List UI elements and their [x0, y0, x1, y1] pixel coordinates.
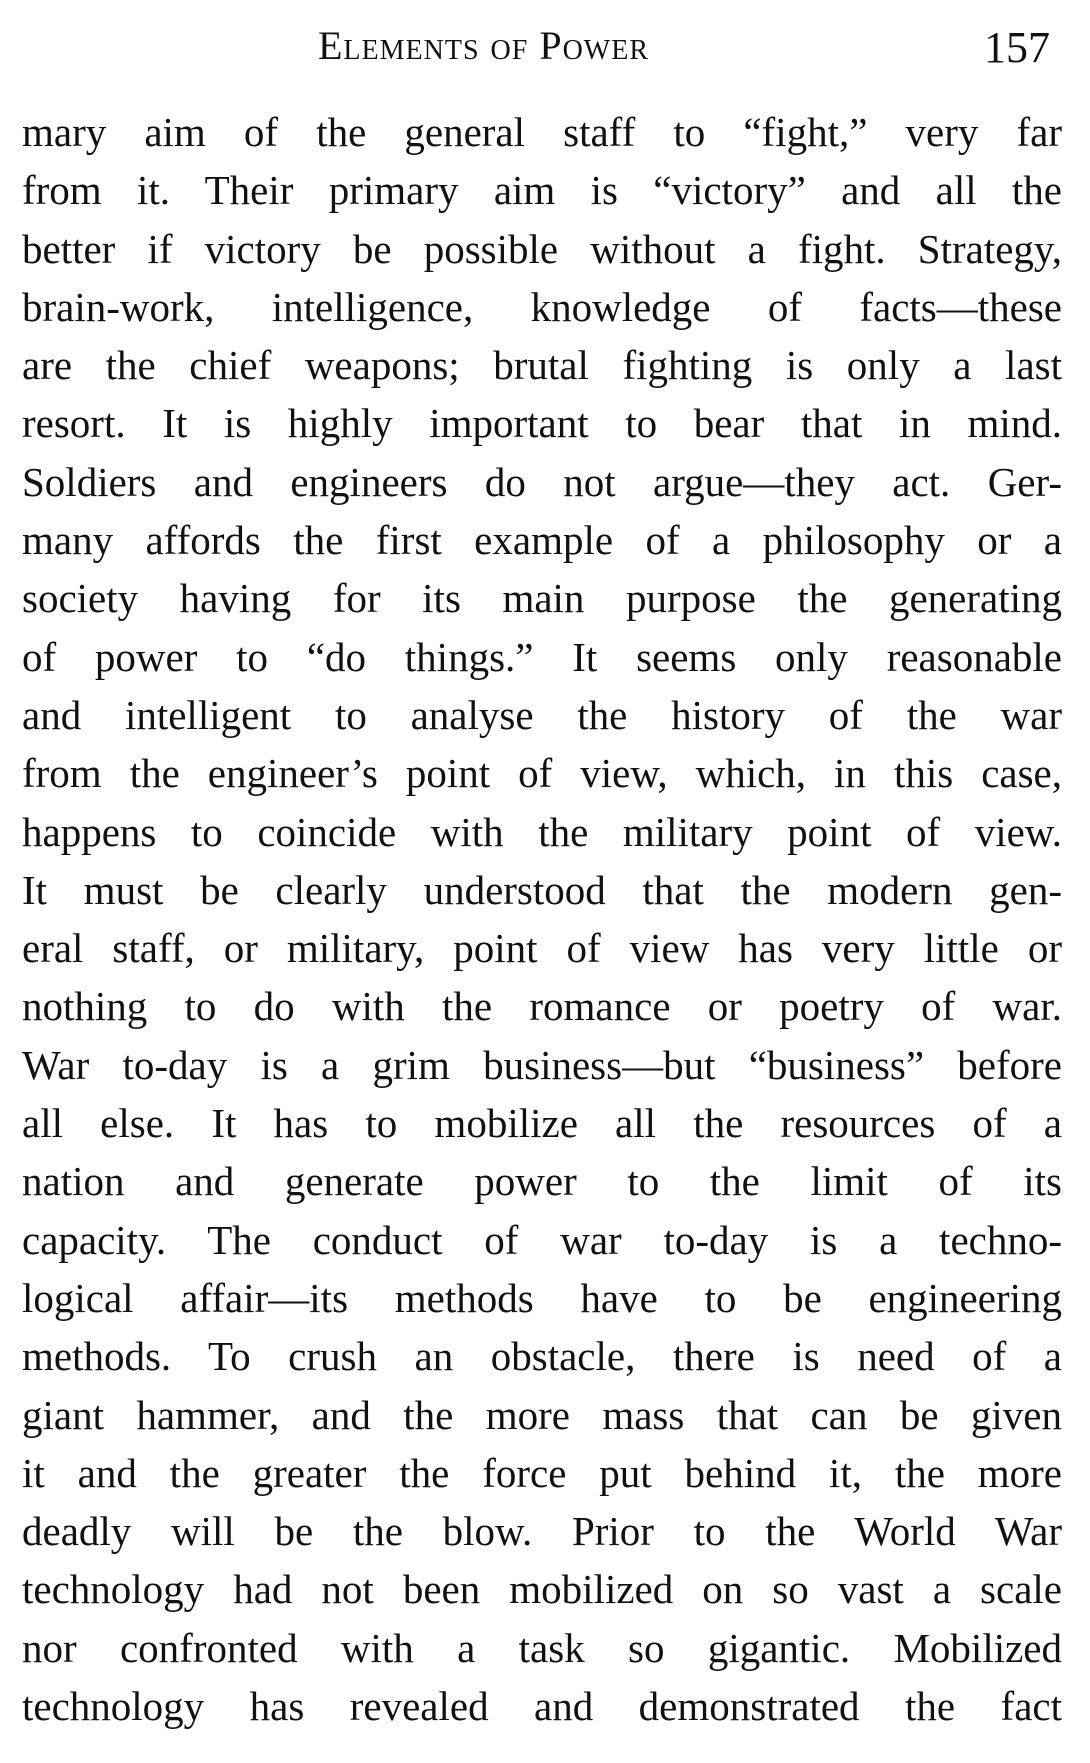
text-line: technology had not been mobilized on so vast a scale — [22, 1566, 1062, 1613]
running-head — [0, 16, 1090, 76]
text-line: from the engineer’s point of view, which, in this case, — [22, 750, 1062, 797]
text-line: technology has revealed and demonstrated the fact — [22, 1683, 1062, 1730]
text-line: brain-work, intelligence, knowledge of facts—these — [22, 283, 1062, 330]
text-line: it and the greater the force put behind it, the more — [22, 1449, 1062, 1496]
text-line: and intelligent to analyse the history of the war — [22, 691, 1062, 738]
text-line: of power to “do things.” It seems only reasonable — [22, 633, 1062, 680]
text-line: logical affair—its methods have to be engineering — [22, 1274, 1062, 1321]
running-title: Elements of Power — [318, 23, 650, 68]
text-line: nation and generate power to the limit of its — [22, 1158, 1062, 1205]
text-line: eral staff, or military, point of view has very little or — [22, 925, 1062, 972]
text-line: mary aim of the general staff to “fight,” very far — [22, 109, 1062, 155]
text-line: nothing to do with the romance or poetry of war. — [22, 983, 1062, 1030]
text-line: from it. Their primary aim is “victory” and all the — [22, 167, 1062, 214]
text-line: many affords the first example of a philosophy or a — [22, 517, 1062, 564]
text-line: methods. To crush an obstacle, there is need of a — [22, 1333, 1062, 1380]
page-number: 157 — [984, 23, 1050, 72]
text-line: are the chief weapons; brutal fighting is only a last — [22, 342, 1062, 389]
body-text — [22, 103, 1062, 1735]
text-line: Soldiers and engineers do not argue—they act. Ger- — [22, 458, 1062, 505]
text-line: society having for its main purpose the generating — [22, 575, 1062, 622]
text-line: happens to coincide with the military point of view. — [22, 808, 1062, 855]
text-line: all else. It has to mobilize all the resources of a — [22, 1100, 1062, 1147]
text-line: better if victory be possible without a fight. Strategy, — [22, 225, 1062, 272]
text-line: capacity. The conduct of war to-day is a techno- — [22, 1216, 1062, 1263]
text-line: It must be clearly understood that the modern gen- — [22, 866, 1062, 913]
text-line: resort. It is highly important to bear that in mind. — [22, 400, 1062, 447]
text-line: nor confronted with a task so gigantic. Mobilized — [22, 1624, 1062, 1671]
text-line: giant hammer, and the more mass that can be given — [22, 1391, 1062, 1438]
text-line: deadly will be the blow. Prior to the World War — [22, 1508, 1062, 1555]
text-line: War to-day is a grim business—but “business” before — [22, 1041, 1062, 1088]
